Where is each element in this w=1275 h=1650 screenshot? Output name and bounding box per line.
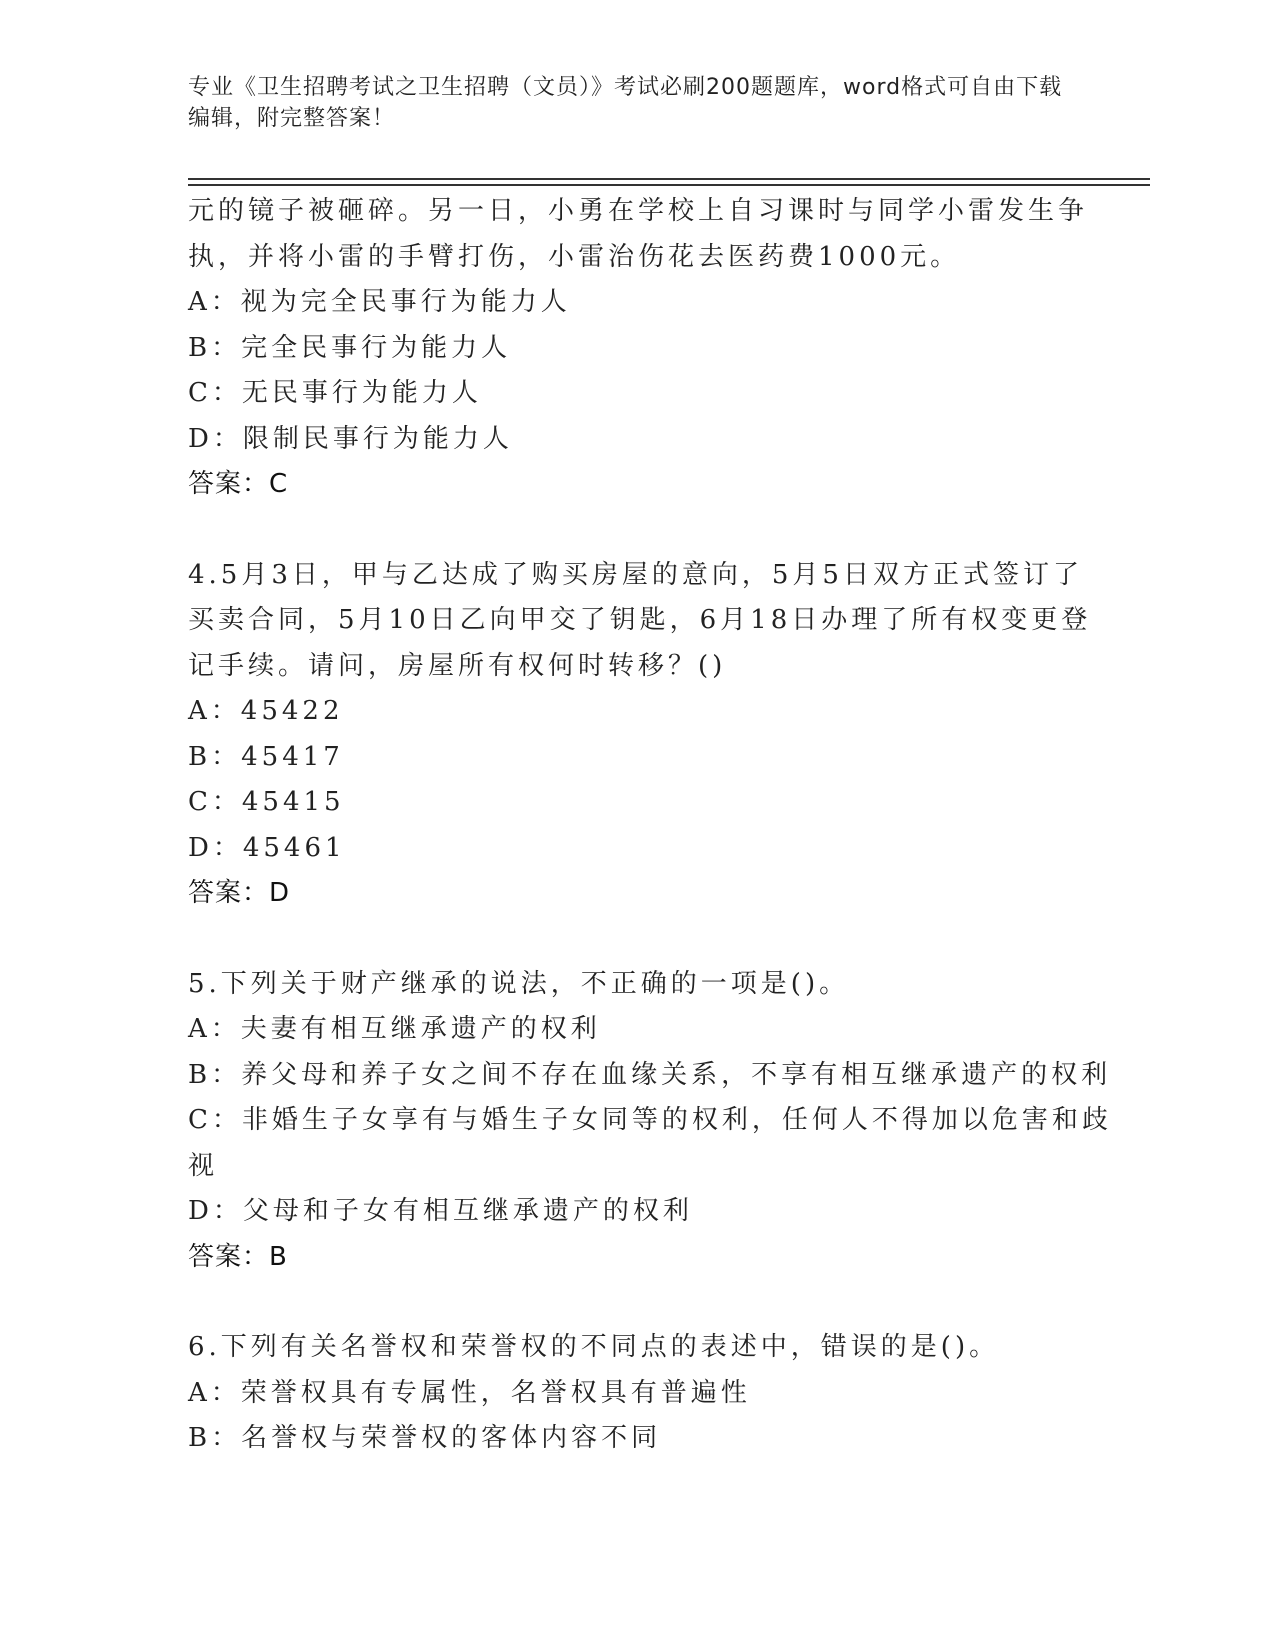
option-a: A：夫妻有相互继承遗产的权利 <box>188 1014 601 1044</box>
option-c: C：45415 <box>188 787 345 817</box>
spacer <box>188 917 1088 962</box>
option-a: A：45422 <box>188 696 344 726</box>
page-header: 专业《卫生招聘考试之卫生招聘（文员）》考试必刷200题题库，word格式可自由下载编辑，附完整答案！ <box>188 75 1063 131</box>
option-a: A：视为完全民事行为能力人 <box>188 287 571 317</box>
option-b: B：45417 <box>188 741 344 772</box>
header-rule-bottom <box>188 184 1150 186</box>
option-c-continuation: 视 <box>188 1150 219 1181</box>
question-5 <box>188 962 1112 1281</box>
document-body <box>188 189 1112 1462</box>
question-stem-line: 6.下列有关名誉权和荣誉权的不同点的表述中，错误的是()。 <box>188 1332 1000 1362</box>
question-3 <box>188 189 1088 508</box>
option-d: D：45461 <box>188 832 346 863</box>
header-rule-top <box>188 178 1150 180</box>
option-d: D：父母和子女有相互继承遗产的权利 <box>188 1196 693 1226</box>
question-stem-line: 记手续。请问，房屋所有权何时转移？() <box>188 650 727 681</box>
option-b: B：名誉权与荣誉权的客体内容不同 <box>188 1423 662 1453</box>
option-c: C：无民事行为能力人 <box>188 378 482 408</box>
question-4 <box>188 553 1092 917</box>
answer-label: 答案：D <box>188 878 291 908</box>
question-stem-line: 买卖合同，5月10日乙向甲交了钥匙，6月18日办理了所有权变更登 <box>188 605 1092 635</box>
option-b: B：完全民事行为能力人 <box>188 332 512 363</box>
question-6 <box>188 1325 1088 1462</box>
question-stem-line: 5.下列关于财产继承的说法，不正确的一项是()。 <box>188 968 850 999</box>
option-c: C：非婚生子女享有与婚生子女同等的权利，任何人不得加以危害和歧 <box>188 1105 1112 1135</box>
answer-label: 答案：C <box>188 469 289 499</box>
spacer <box>188 1280 1088 1325</box>
question-stem-line: 执，并将小雷的手臂打伤，小雷治伤花去医药费1000元。 <box>188 241 961 272</box>
answer-label: 答案：B <box>188 1241 288 1272</box>
question-stem-line: 4.5月3日，甲与乙达成了购买房屋的意向，5月5日双方正式签订了 <box>188 559 1083 590</box>
option-a: A：荣誉权具有专属性，名誉权具有普遍性 <box>188 1377 751 1408</box>
option-b: B：养父母和养子女之间不存在血缘关系，不享有相互继承遗产的权利 <box>188 1059 1112 1090</box>
spacer <box>188 508 1088 553</box>
option-d: D：限制民事行为能力人 <box>188 423 513 454</box>
question-stem-line: 元的镜子被砸碎。另一日，小勇在学校上自习课时与同学小雷发生争 <box>188 196 1089 226</box>
